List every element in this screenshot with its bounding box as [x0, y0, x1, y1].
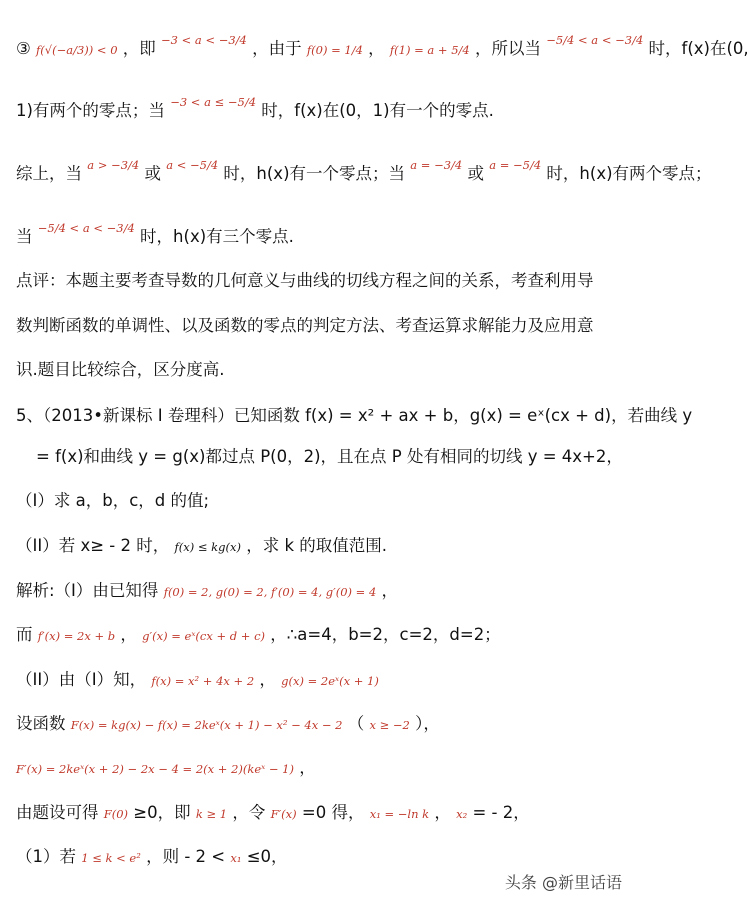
line-3: [16, 158, 712, 186]
math-eq1: a = −3/4: [410, 158, 463, 172]
text: （: [347, 714, 365, 733]
math-fprime: f′(x) = 2x + b: [37, 629, 116, 643]
text: 解析:（I）由已知得: [16, 581, 159, 600]
line-13: [16, 624, 630, 647]
line-10: （I）求 a，b，c，d 的值;: [16, 491, 210, 510]
math-gt: a > −3/4: [87, 158, 140, 172]
circled-number: ③: [16, 39, 31, 58]
text: ），: [415, 714, 440, 733]
text: ，则 - 2 <: [146, 847, 226, 866]
math-x1b: x₁: [230, 851, 242, 865]
line-16: [16, 757, 630, 780]
line-8: 5、（2013•新课标 I 卷理科）已知函数 f(x) = x² + ax + b，g(x) = eˣ(cx + d)，若曲线 y: [16, 406, 693, 425]
text: ，令: [232, 803, 266, 822]
math-fx: f(x) = x² + 4x + 2: [151, 674, 255, 688]
math-F0: F(0): [103, 807, 129, 821]
math-Fx: F(x) = kg(x) − f(x) = 2keˣ(x + 1) − x² − 4x − 2: [70, 718, 343, 732]
text: ≤0，: [246, 847, 288, 866]
text: （II）若 x≥ - 2 时，: [16, 536, 170, 555]
text: 1)有两个的零点；当: [16, 101, 165, 120]
text: ，即: [122, 39, 156, 58]
line-6: 数判断函数的单调性、以及函数的零点的判定方法、考查运算求解能力及应用意: [16, 316, 594, 335]
math-f-sqrt: f(√(−a/3)) < 0: [36, 43, 118, 57]
line-7: 识.题目比较综合，区分度高.: [16, 360, 225, 379]
math-eq2: a = −5/4: [489, 158, 542, 172]
text: = - 2，: [472, 803, 530, 822]
text: ，∴a=4，b=2，c=2，d=2；: [270, 625, 501, 644]
math-krange: 1 ≤ k < e²: [81, 851, 141, 865]
math-f0: f(0) = 1/4: [306, 43, 363, 57]
text: ，: [259, 670, 276, 689]
text: 当: [16, 227, 33, 246]
text: ，: [299, 758, 316, 777]
math-range1: −3 < a < −3/4: [161, 33, 247, 47]
math-gx: g(x) = 2eˣ(x + 1): [281, 674, 379, 688]
text: ，: [381, 581, 399, 600]
math-Fp: F′(x) = 2keˣ(x + 2) − 2x − 4 = 2(x + 2)(keˣ − 1): [16, 762, 294, 776]
text: ，: [120, 625, 137, 644]
line-18: [16, 846, 630, 869]
text: =0 得，: [301, 803, 365, 822]
text: ，求 k 的取值范围.: [246, 536, 388, 555]
math-ineq: f(x) ≤ kg(x): [174, 540, 241, 554]
text: 设函数: [16, 714, 66, 733]
math-cond: x ≥ −2: [369, 718, 410, 732]
text: 由题设可得: [16, 803, 99, 822]
math-Fp0: F′(x): [270, 807, 297, 821]
math-range2: −5/4 < a < −3/4: [546, 33, 644, 47]
text: ≥0，即: [133, 803, 191, 822]
text: 而: [16, 625, 33, 644]
text: （II）由（I）知，: [16, 670, 147, 689]
text: 或: [144, 164, 161, 183]
math-x1: x₁ = −ln k: [369, 807, 430, 821]
math-f1: f(1) = a + 5/4: [389, 43, 470, 57]
line-15: [16, 713, 630, 736]
line-4: [16, 221, 630, 249]
math-kge1: k ≥ 1: [195, 807, 228, 821]
text: ，所以当: [474, 39, 541, 58]
text: 时，f(x)在(0，1)有一个的零点.: [261, 101, 494, 120]
text: 时，h(x)有一个零点；当: [223, 164, 406, 183]
math-x2: x₂: [456, 807, 468, 821]
line-17: [16, 802, 630, 825]
line-1: [16, 33, 749, 61]
text: 时，h(x)有三个零点.: [140, 227, 294, 246]
line-11: [16, 535, 630, 558]
math-range4: −5/4 < a < −3/4: [37, 221, 135, 235]
text: ，由于: [252, 39, 302, 58]
text: 综上，当: [16, 164, 82, 183]
line-2: [16, 95, 630, 123]
line-5: 点评：本题主要考查导数的几何意义与曲线的切线方程之间的关系，考查利用导: [16, 271, 594, 290]
text: 或: [467, 164, 484, 183]
math-given: f(0) = 2, g(0) = 2, f′(0) = 4, g′(0) = 4: [163, 585, 377, 599]
line-9: = f(x)和曲线 y = g(x)都过点 P(0，2)，且在点 P 处有相同的切线 y = 4x+2，: [36, 447, 623, 466]
math-lt: a < −5/4: [166, 158, 219, 172]
text: 时，f(x)在(0,: [648, 39, 749, 58]
text: ，: [368, 39, 385, 58]
text: （1）若: [16, 847, 76, 866]
line-12: [16, 580, 630, 603]
math-range3: −3 < a ≤ −5/4: [170, 95, 257, 109]
watermark: 头条 @新里话语: [504, 873, 622, 892]
math-gprime: g′(x) = eˣ(cx + d + c): [142, 629, 266, 643]
text: ，: [434, 803, 451, 822]
line-14: [16, 669, 630, 692]
text: 时，h(x)有两个零点；: [546, 164, 712, 183]
